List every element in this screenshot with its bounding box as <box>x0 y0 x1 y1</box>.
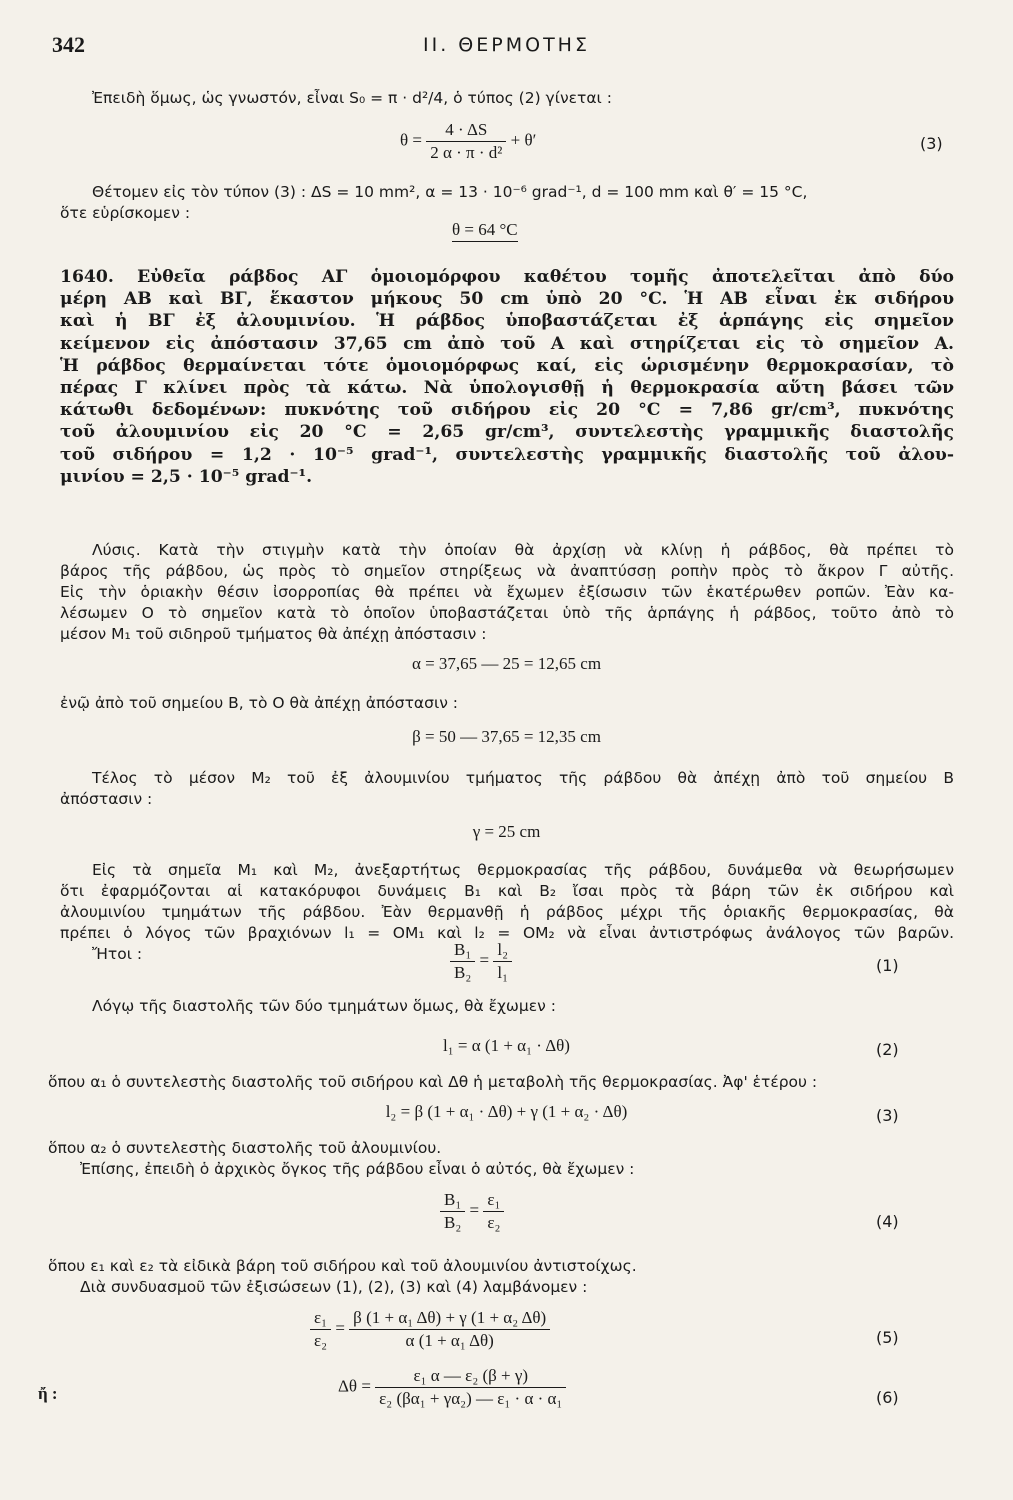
eq6-number: (6) <box>876 1388 899 1407</box>
solution-line: πρέπει ὁ λόγος τῶν βραχιόνων l₁ = ΟΜ₁ καὶ l₂ = ΟΜ₂ νὰ εἶναι ἀντιστρόφως ἀνάλογος τῶν βαρῶν. <box>60 924 954 942</box>
eq1-rhs-den: l₁ <box>497 963 509 982</box>
eq1-rhs-num: l₂ <box>493 940 512 962</box>
intro-line-3: ὅτε εὑρίσκομεν : <box>60 204 191 222</box>
eq5-lhs-num: ε₁ <box>310 1308 331 1330</box>
eq3-denominator: 2 α · π · d² <box>430 143 503 162</box>
solution-line: ἀλουμινίου τμημάτων τῆς ράβδου. Ἐὰν θερμανθῇ ἡ ράβδος μέχρι τῆς ὁριακῆς θερμοκρασίας, θὰ <box>60 903 954 921</box>
equation-3: l₂ = β (1 + α₁ · Δθ) + γ (1 + α₂ · Δθ) <box>385 1102 628 1121</box>
intro-result: θ = 64 °C <box>452 220 518 240</box>
eq3-fraction <box>426 120 506 163</box>
solution-line: λέσωμεν Ο τὸ σημεῖον κατὰ τὸ ὁποῖον ὑποβαστάζεται ὑπὸ τῆς ἁρπάγης ἡ ράβδος, τοῦτο ἀπὸ τὸ <box>60 604 954 622</box>
eq4-number: (4) <box>876 1212 899 1231</box>
solution-line: βάρος τῆς ράβδου, ὡς πρὸς τὸ σημεῖον στηρίξεως νὰ ἀναπτύσσῃ ροπὴν πρὸς τὸ ἄκρον Γ αὐτῆς. <box>60 562 954 580</box>
equation-6 <box>338 1366 566 1409</box>
intro-line-2: Θέτομεν εἰς τὸν τύπον (3) : ΔS = 10 mm², α = 13 · 10⁻⁶ grad⁻¹, d = 100 mm καὶ θ′ = 15 °C, <box>92 183 808 201</box>
problem-line: κείμενον εἰς ἀπόστασιν 37,65 cm ἀπὸ τοῦ Α καὶ στηρίζεται εἰς τὸ σημεῖον Α. <box>60 333 954 354</box>
solution-line: Λύσις. Κατὰ τὴν στιγμὴν κατὰ τὴν ὁποίαν θὰ ἀρχίσῃ νὰ κλίνῃ ἡ ράβδος, θὰ πρέπει τὸ <box>92 541 954 559</box>
page-header <box>52 32 961 56</box>
eq4-lhs-den: B₂ <box>444 1213 462 1232</box>
eq4-lhs-num: B₁ <box>440 1190 465 1212</box>
page-number: 342 <box>52 32 85 57</box>
eq4-rhs-num: ε₁ <box>483 1190 504 1212</box>
eq6-num: ε₁ α — ε₂ (β + γ) <box>375 1366 566 1388</box>
chapter-title: II. ΘΕΡΜΟΤΗΣ <box>423 34 590 56</box>
solution-line: Ἤτοι : <box>92 945 143 963</box>
problem-line: καὶ ἡ ΒΓ ἐξ ἀλουμινίου. Ἡ ράβδος ὑποβαστάζεται ἐξ ἁρπάγης εἰς σημεῖον <box>60 311 954 332</box>
solution-line: ἀπόστασιν : <box>60 790 153 808</box>
problem-1640 <box>60 266 954 488</box>
eq4-rhs-den: ε₂ <box>487 1213 501 1232</box>
eq5-rhs-num: β (1 + α₁ Δθ) + γ (1 + α₂ Δθ) <box>349 1308 550 1330</box>
intro-line-1: Ἐπειδὴ ὅμως, ὡς γνωστόν, εἶναι S₀ = π · d²/4, ὁ τύπος (2) γίνεται : <box>92 89 612 107</box>
problem-line: τοῦ ἀλουμινίου εἰς 20 °C = 2,65 gr/cm³, συντελεστὴς γραμμικῆς διαστολῆς <box>60 422 954 443</box>
equation-2: l₁ = α (1 + α₁ · Δθ) <box>443 1036 570 1055</box>
equation-5: $\frac{\text{ε₁}}{\text{ε₂}}$ = $\frac{\text{β (1 + α₁ Δθ) + γ (1 + α₂ Δθ)}}{\text{α (1 + α₁ Δθ)}}$ <box>310 1308 550 1351</box>
eq3-top-number: (3) <box>920 134 943 153</box>
line-episis: Ἐπίσης, ἐπειδὴ ὁ ἀρχικὸς ὄγκος τῆς ράβδου εἶναι ὁ αὐτός, θὰ ἔχωμεν : <box>80 1160 635 1178</box>
line-alpha1: ὅπου α₁ ὁ συντελεστὴς διαστολῆς τοῦ σιδήρου καὶ Δθ ἡ μεταβολὴ τῆς θερμοκρασίας. Ἀφ' ἑτέρου : <box>48 1073 818 1091</box>
problem-line: μέρη ΑΒ καὶ ΒΓ, ἕκαστον μήκους 50 cm ὑπὸ 20 °C. Ἡ ΑΒ εἶναι ἐκ σιδήρου <box>60 289 954 310</box>
eq5-rhs-den: α (1 + α₁ Δθ) <box>405 1331 494 1350</box>
paragraph-telos <box>60 768 954 810</box>
problem-line: 1640. Εὐθεῖα ράβδος ΑΓ ὁμοιομόρφου καθέτου τομῆς ἀποτελεῖται ἀπὸ δύο <box>60 267 954 287</box>
line-syndyasmou: Διὰ συνδυασμοῦ τῶν ἐξισώσεων (1), (2), (3) καὶ (4) λαμβάνομεν : <box>80 1278 588 1296</box>
problem-line: πέρας Γ κλίνει πρὸς τὰ κάτω. Νὰ ὑπολογισθῇ ἡ θερμοκρασία αὕτη βάσει τῶν <box>60 378 954 399</box>
line-alpha2: ὅπου α₂ ὁ συντελεστὴς διαστολῆς τοῦ ἀλουμινίου. <box>48 1139 442 1157</box>
solution-line: Εἰς τὰ σημεῖα Μ₁ καὶ Μ₂, ἀνεξαρτήτως θερμοκρασίας τῆς ράβδου, δυνάμεθα νὰ θεωρήσωμεν <box>92 861 954 879</box>
solution-line: Τέλος τὸ μέσον Μ₂ τοῦ ἐξ ἀλουμινίου τμήματος τῆς ράβδου θὰ ἀπέχῃ ἀπὸ τοῦ σημείου Β <box>92 769 954 787</box>
problem-line: μινίου = 2,5 · 10⁻⁵ grad⁻¹. <box>60 466 313 487</box>
problem-line: Ἡ ράβδος θερμαίνεται τότε ὁμοιομόρφως καί, εἰς ὡρισμένην θερμοκρασίαν, τὸ <box>60 355 954 376</box>
eq3-rhs: + θ′ <box>510 130 537 150</box>
problem-line: κάτωθι δεδομένων: πυκνότης τοῦ σιδήρου εἰς 20 °C = 7,86 gr/cm³, πυκνότης <box>60 400 954 421</box>
solution-line: Εἰς τὴν ὁριακὴν θέσιν ἰσορροπίας θὰ πρέπει νὰ ἔχωμεν ἐξίσωσιν τῶν ἑκατέρωθεν ροπῶν. Ἐὰν κα- <box>60 583 954 601</box>
equation-gamma: γ = 25 cm <box>472 822 541 841</box>
eq3-numerator: 4 · ΔS <box>426 120 506 142</box>
line-epsilon: ὅπου ε₁ καὶ ε₂ τὰ εἰδικὰ βάρη τοῦ σιδήρου καὶ τοῦ ἀλουμινίου ἀντιστοίχως. <box>48 1257 637 1275</box>
eq6-label: ἤ : <box>38 1384 58 1403</box>
equation-4: $\frac{\text{B₁}}{\text{B₂}}$ = $\frac{\text{ε₁}}{\text{ε₂}}$ <box>440 1190 504 1233</box>
line-enw: ἐνῷ ἀπὸ τοῦ σημείου Β, τὸ Ο θὰ ἀπέχῃ ἀπόστασιν : <box>60 694 459 712</box>
eq3-lhs: θ = <box>400 130 422 150</box>
eq6-lhs: Δθ = <box>338 1376 371 1396</box>
eq1-lhs-den: B₂ <box>454 963 472 982</box>
solution-line: ὅτι ἐφαρμόζονται αἱ κατακόρυφοι δυνάμεις Β₁ καὶ Β₂ ἴσαι πρὸς τὰ βάρη τῶν ἐκ σιδήρου καὶ <box>60 882 954 900</box>
equation-alpha: α = 37,65 — 25 = 12,65 cm <box>411 654 602 673</box>
problem-line: τοῦ σιδήρου = 1,2 · 10⁻⁵ grad⁻¹, συντελεστὴς γραμμικῆς διαστολῆς τοῦ ἀλου- <box>60 444 954 465</box>
eq5-number: (5) <box>876 1328 899 1347</box>
equation-3-top <box>400 120 536 163</box>
solution-line: μέσον Μ₁ τοῦ σιδηροῦ τμήματος θὰ ἀπέχῃ ἀπόστασιν : <box>60 625 487 643</box>
eq1-number: (1) <box>876 956 899 975</box>
eq1-lhs-num: B₁ <box>450 940 475 962</box>
eq3-number: (3) <box>876 1106 899 1125</box>
solution-paragraph-1 <box>60 540 954 645</box>
eq5-lhs-den: ε₂ <box>314 1331 328 1350</box>
line-logw: Λόγῳ τῆς διαστολῆς τῶν δύο τμημάτων ὅμως, θὰ ἔχωμεν : <box>92 997 556 1015</box>
equation-1: $\frac{\text{B₁}}{\text{B₂}}$ = $\frac{\text{l₂}}{\text{l₁}}$ <box>450 940 512 983</box>
equation-beta: β = 50 — 37,65 = 12,35 cm <box>412 727 601 746</box>
eq6-den: ε₂ (βα₁ + γα₂) — ε₁ · α · α₁ <box>379 1389 563 1408</box>
eq2-number: (2) <box>876 1040 899 1059</box>
